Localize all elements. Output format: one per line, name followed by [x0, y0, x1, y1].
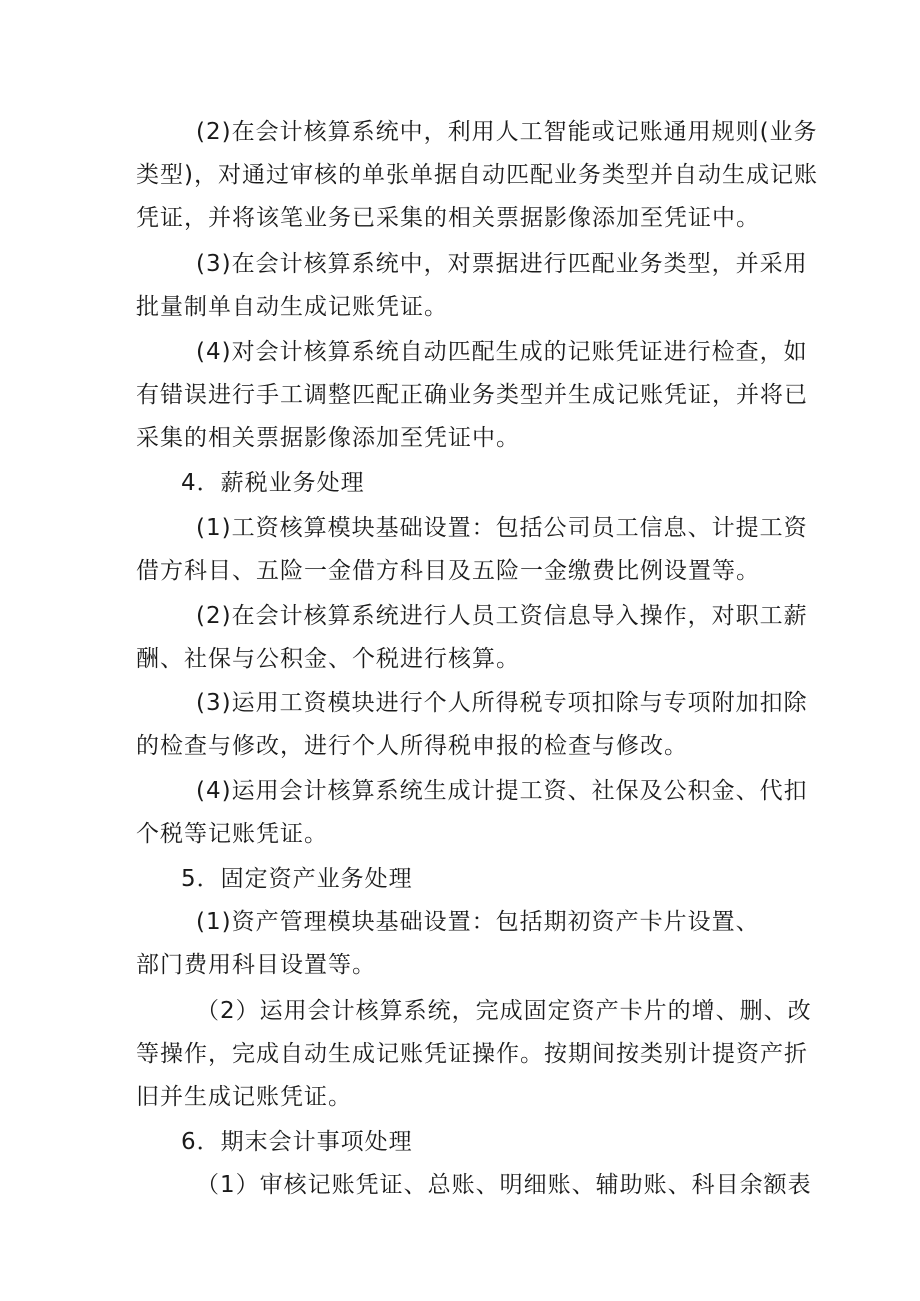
text-line: (4)运用会计核算系统生成计提工资、社保及公积金、代扣	[196, 778, 808, 804]
text-line: (2)在会计核算系统中，利用人工智能或记账通用规则(业务	[196, 119, 818, 145]
text-line: 凭证，并将该笔业务已采集的相关票据影像添加至凭证中。	[136, 205, 760, 231]
text-line: 有错误进行手工调整匹配正确业务类型并生成记账凭证，并将已	[136, 382, 808, 408]
text-line: （2）运用会计核算系统，完成固定资产卡片的增、删、改	[196, 998, 812, 1024]
text-line: 部门费用科目设置等。	[136, 952, 376, 978]
text-line: 旧并生成记账凭证。	[136, 1084, 352, 1110]
text-line: (2)在会计核算系统进行人员工资信息导入操作，对职工薪	[196, 603, 808, 629]
text-line: 的检查与修改，进行个人所得税申报的检查与修改。	[136, 733, 688, 759]
text-line: 类型)，对通过审核的单张单据自动匹配业务类型并自动生成记账	[136, 162, 818, 188]
text-line: (3)运用工资模块进行个人所得税专项扣除与专项附加扣除	[196, 690, 808, 716]
text-line: （1）审核记账凭证、总账、明细账、辅助账、科目余额表	[196, 1172, 812, 1198]
text-line: (3)在会计核算系统中，对票据进行匹配业务类型，并采用	[196, 251, 808, 277]
text-line: 采集的相关票据影像添加至凭证中。	[136, 425, 520, 451]
text-line: (1)资产管理模块基础设置：包括期初资产卡片设置、	[196, 909, 760, 935]
text-line: (1)工资核算模块基础设置：包括公司员工信息、计提工资	[196, 515, 808, 541]
text-line: (4)对会计核算系统自动匹配生成的记账凭证进行检查，如	[196, 339, 808, 365]
text-line: 个税等记账凭证。	[136, 821, 328, 847]
section-heading: 6．期末会计事项处理	[181, 1129, 413, 1155]
section-heading: 4．薪税业务处理	[181, 470, 365, 496]
section-heading: 5．固定资产业务处理	[181, 866, 413, 892]
text-line: 批量制单自动生成记账凭证。	[136, 294, 448, 320]
text-line: 借方科目、五险一金借方科目及五险一金缴费比例设置等。	[136, 558, 760, 584]
text-line: 等操作，完成自动生成记账凭证操作。按期间按类别计提资产折	[136, 1041, 808, 1067]
text-line: 酬、社保与公积金、个税进行核算。	[136, 646, 520, 672]
